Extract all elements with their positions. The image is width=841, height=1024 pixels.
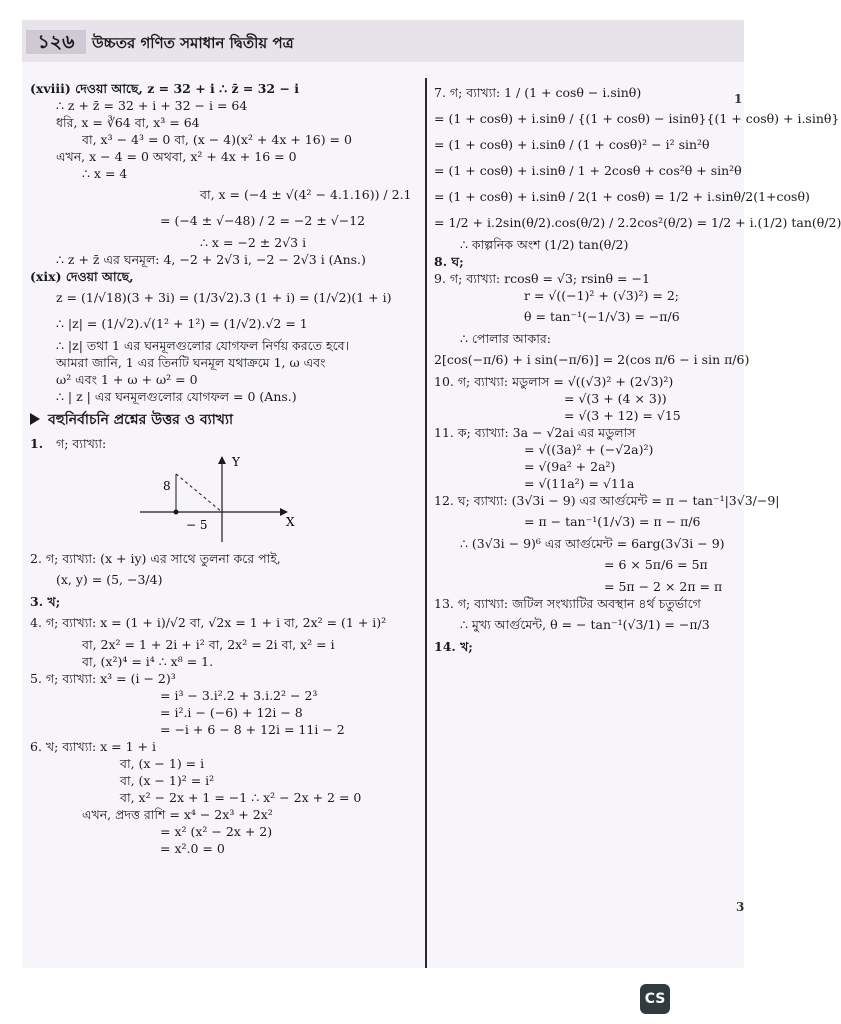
- mcq-answer-line: বা, x² − 2x + 1 = −1 ∴ x² − 2x + 2 = 0: [120, 790, 362, 805]
- solution-line: = (−4 ± √−48) / 2 = −2 ± √−12: [160, 213, 366, 228]
- mcq-answer-line: ∴ পোলার আকার:: [460, 331, 551, 346]
- mcq-answer-line: বা, (x − 1)² = i²: [120, 773, 215, 788]
- mcq-answer-line: θ = tan⁻¹(−1/√3) = −π/6: [524, 309, 680, 324]
- mcq-answer-line: 2[cos(−π/6) + i sin(−π/6)] = 2(cos π/6 − i sin π/6): [434, 352, 750, 367]
- mcq-answer-line: 8. ঘ;: [434, 254, 464, 269]
- mcq-answer-line: = (1 + cosθ) + i.sinθ / {(1 + cosθ) − isinθ}{(1 + cosθ) + i.sinθ}: [434, 111, 840, 126]
- mcq-answer-line: = √(3 + 12) = √15: [564, 408, 681, 423]
- solution-line: ∴ |z| তথা 1 এর ঘনমূলগুলোর যোগফল নির্ণয় করতে হবে।: [56, 338, 350, 353]
- margin-mark-bottom: 3: [736, 900, 745, 914]
- solution-line: বা, x³ − 4³ = 0 বা, (x − 4)(x² + 4x + 16) = 0: [82, 132, 352, 147]
- section-title: বহুনির্বাচনি প্রশ্নের উত্তর ও ব্যাখ্যা: [30, 409, 425, 431]
- graph-label-minus5: − 5: [186, 518, 208, 532]
- mcq-answer-line: = 5π − 2 × 2π = π: [604, 579, 723, 594]
- triangle-bullet-icon: [30, 413, 40, 425]
- answer-q1: 1. গ; ব্যাখ্যা:: [30, 436, 107, 451]
- mcq-answer-line: = √(11a²) = √11a: [524, 476, 635, 491]
- solution-line: (xix) দেওয়া আছে,: [30, 269, 134, 284]
- solution-line: ∴ z + z̄ এর ঘনমূল: 4, −2 + 2√3 i, −2 − 2√3 i (Ans.): [56, 252, 366, 267]
- mcq-answer-line: = 1/2 + i.2sin(θ/2).cos(θ/2) / 2.2cos²(θ/2) = 1/2 + i.(1/2) tan(θ/2): [434, 215, 841, 230]
- mcq-answer-line: 7. গ; ব্যাখ্যা: 1 / (1 + cosθ − i.sinθ): [434, 85, 642, 100]
- right-column: [434, 80, 841, 968]
- mcq-answer-line: 11. ক; ব্যাখ্যা: 3a − √2ai এর মডুলাস: [434, 425, 636, 440]
- solution-line: ∴ x = 4: [82, 166, 128, 181]
- mcq-answer-line: = √(3 + (4 × 3)): [564, 391, 667, 406]
- mcq-answer-line: 12. ঘ; ব্যাখ্যা: (3√3i − 9) এর আর্গুমেন্ট = π − tan⁻¹|3√3/−9|: [434, 493, 780, 508]
- mcq-answer-line: 3. খ;: [30, 594, 61, 609]
- solution-line: (xviii) দেওয়া আছে, z = 32 + i ∴ z̄ = 32 − i: [30, 81, 300, 96]
- mcq-answer-line: ∴ মুখ্য আর্গুমেন্ট, θ = − tan⁻¹(√3/1) = −π/3: [460, 617, 710, 632]
- camscanner-logo: CS: [640, 984, 670, 1014]
- mcq-answer-line: 6. খ; ব্যাখ্যা: x = 1 + i: [30, 739, 156, 754]
- mcq-answer-line: 4. গ; ব্যাখ্যা: x = (1 + i)/√2 বা, √2x = 1 + i বা, 2x² = (1 + i)²: [30, 615, 387, 630]
- mcq-answer-line: = x² (x² − 2x + 2): [160, 824, 273, 839]
- mcq-answer-line: = (1 + cosθ) + i.sinθ / (1 + cosθ)² − i² sin²θ: [434, 137, 710, 152]
- solution-line: ∴ x = −2 ± 2√3 i: [200, 235, 307, 250]
- mcq-answer-line: এখন, প্রদত্ত রাশি = x⁴ − 2x³ + 2x²: [82, 807, 273, 822]
- mcq-answer-line: 9. গ; ব্যাখ্যা: rcosθ = √3; rsinθ = −1: [434, 271, 650, 286]
- mcq-answer-line: = π − tan⁻¹(1/√3) = π − π/6: [524, 514, 701, 529]
- mcq-answer-line: = (1 + cosθ) + i.sinθ / 1 + 2cosθ + cos²θ + sin²θ: [434, 163, 742, 178]
- mcq-answer-line: 10. গ; ব্যাখ্যা: মডুলাস = √((√3)² + (2√3)²): [434, 374, 674, 389]
- page: [22, 20, 841, 968]
- mcq-answer-line: ∴ কাল্পনিক অংশ (1/2) tan(θ/2): [460, 237, 629, 252]
- solution-line: z = (1/√18)(3 + 3i) = (1/3√2).3 (1 + i) = (1/√2)(1 + i): [56, 290, 392, 305]
- mcq-answer-line: বা, (x − 1) = i: [120, 756, 205, 771]
- mcq-answer-line: (x, y) = (5, −3/4): [56, 572, 163, 587]
- margin-mark-top: 1: [734, 92, 743, 106]
- graph-axis-y: Y: [232, 455, 240, 469]
- solution-line: ∴ z + z̄ = 32 + i + 32 − i = 64: [56, 98, 248, 113]
- mcq-answer-line: r = √((−1)² + (√3)²) = 2;: [524, 288, 679, 303]
- solution-line: ∴ |z| = (1/√2).√(1² + 1²) = (1/√2).√2 = 1: [56, 316, 308, 331]
- graph-axis-x: X: [286, 515, 295, 529]
- mcq-answer-line: = −i + 6 − 8 + 12i = 11i − 2: [160, 722, 345, 737]
- page-number: ১২৬: [26, 30, 86, 54]
- argand-diagram: [110, 454, 300, 546]
- page-header: [22, 20, 744, 62]
- mcq-answer-line: = 6 × 5π/6 = 5π: [604, 557, 708, 572]
- solution-line: এখন, x − 4 = 0 অথবা, x² + 4x + 16 = 0: [56, 149, 297, 164]
- solution-line: ধরি, x = ∛64 বা, x³ = 64: [56, 115, 200, 130]
- mcq-answer-line: 13. গ; ব্যাখ্যা: জটিল সংখ্যাটির অবস্থান ৪র্থ চতুর্ভাগে: [434, 596, 701, 611]
- graph-label-8: 8: [163, 479, 171, 493]
- solution-line: ∴ | z | এর ঘনমূলগুলোর যোগফল = 0 (Ans.): [56, 389, 297, 404]
- solution-line: ω² এবং 1 + ω + ω² = 0: [56, 372, 198, 387]
- mcq-answer-line: = √((3a)² + (−√2a)²): [524, 442, 654, 457]
- mcq-answer-line: = i².i − (−6) + 12i − 8: [160, 705, 303, 720]
- mcq-answer-line: 5. গ; ব্যাখ্যা: x³ = (i − 2)³: [30, 671, 176, 686]
- solution-line: বা, x = (−4 ± √(4² − 4.1.16)) / 2.1: [200, 187, 412, 202]
- mcq-answer-line: বা, 2x² = 1 + 2i + i² বা, 2x² = 2i বা, x² = i: [82, 637, 335, 652]
- mcq-answer-line: = (1 + cosθ) + i.sinθ / 2(1 + cosθ) = 1/2 + i.sinθ/2(1+cosθ): [434, 189, 810, 204]
- mcq-answer-line: = x².0 = 0: [160, 841, 225, 856]
- mcq-answer-line: বা, (x²)⁴ = i⁴ ∴ x⁸ = 1.: [82, 654, 214, 669]
- column-divider: [425, 78, 427, 968]
- mcq-answer-line: = i³ − 3.i².2 + 3.i.2² − 2³: [160, 688, 318, 703]
- book-title: উচ্চতর গণিত সমাধান দ্বিতীয় পত্র: [92, 34, 294, 52]
- mcq-answer-line: 2. গ; ব্যাখ্যা: (x + iy) এর সাথে তুলনা করে পাই,: [30, 551, 281, 566]
- mcq-answer-line: ∴ (3√3i − 9)⁶ এর আর্গুমেন্ট = 6arg(3√3i − 9): [460, 536, 725, 551]
- solution-line: আমরা জানি, 1 এর তিনটি ঘনমূল যথাক্রমে 1, ω এবং: [56, 355, 326, 370]
- mcq-answer-line: 14. খ;: [434, 639, 473, 654]
- left-column: [30, 80, 425, 968]
- mcq-answer-line: = √(9a² + 2a²): [524, 459, 616, 474]
